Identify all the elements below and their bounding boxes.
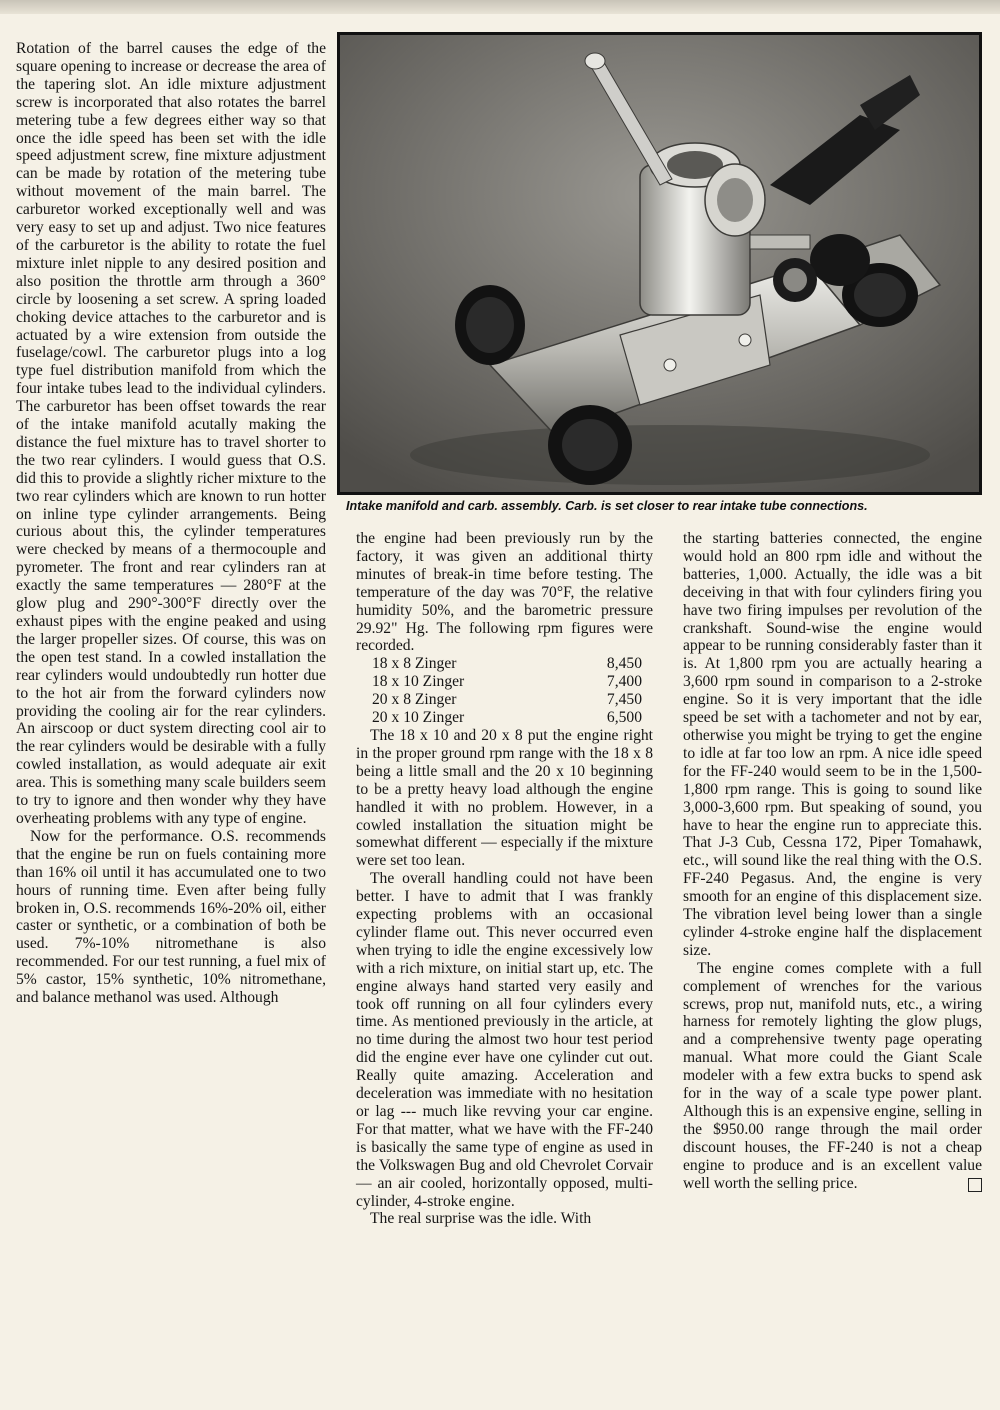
prop-size: 20 x 10 Zinger — [372, 709, 465, 727]
article-column-3 — [683, 530, 982, 1193]
end-of-article-icon — [968, 1178, 982, 1192]
paragraph: the engine had been previously run by the factory, it was given an additional thirty minutes of break-in time before testing. The temperature of the day was 70°F, the relative humidity 50%, and the barometric pressure 29.92" Hg. The following rpm figures were recorded. — [356, 530, 653, 655]
paragraph: The real surprise was the idle. With — [370, 1210, 592, 1228]
page-top-strip — [0, 0, 1000, 14]
table-row — [372, 709, 642, 727]
engine-intake-manifold-photo-icon — [340, 35, 979, 492]
article-column-2 — [356, 530, 653, 1228]
table-row — [372, 655, 642, 673]
prop-size: 18 x 10 Zinger — [372, 673, 465, 691]
paragraph: The 18 x 10 and 20 x 8 put the engine right in the proper ground rpm range with the 18 x 8 being a little small and the 20 x 10 beginning to be a pretty heavy load although the engine handled it with no problem. However, in a cowled installation the situation might be somewhat different — especially if the mixture were set too lean. — [356, 726, 653, 870]
paragraph: The overall handling could not have been better. I have to admit that I was frankly expecting problems with an occasional cylinder flame out. This never occurred even when trying to idle the engine excessively low with a rich mixture, on initial start up, etc. The engine always hand started very easily and took off running on all four cylinders every time. As mentioned previously in the article, at no time during the almost two hour test period did the engine ever have one cylinder cut out. Really quite amazing. Acceleration and deceleration was immediate with no hesitation or lag --- much like revving your car engine. For that matter, what we have with the FF-240 is basically the same type of engine as used in the Volkswagen Bug and old Chevrolet Corvair — an air cooled, horizontally opposed, multi-cylinder, 4-stroke engine. — [356, 870, 653, 1210]
prop-size: 20 x 8 Zinger — [372, 691, 457, 709]
engine-photo — [337, 32, 982, 495]
paragraph: Now for the performance. O.S. recommends that the engine be run on fuels containing more than 16% oil until it has accumulated one to two hours of running time. Even after being fully broken in, O.S. recommends 16%-20% oil, either caster or synthetic, or a combination of both be used. 7%-10% nitromethane is also recommended. For our test running, a fuel mix of 5% castor, 15% synthetic, 10% nitromethane, and balance methanol was used. Although — [16, 827, 326, 1007]
prop-size: 18 x 8 Zinger — [372, 655, 457, 673]
paragraph: the starting batteries connected, the engine would hold an 800 rpm idle and without the batteries, 1,000. Actually, the idle was a bit deceiving in that with four cylinders firing you have two firing impulses per revolution of the crankshaft. Sound-wise the engine would appear to be running considerably faster than it is. At 1,800 rpm you are actually hearing a 3,600 rpm sound in comparison to a 2-stroke engine. So it is very important that the idle speed be set with a tachometer and not by ear, otherwise you might be trying to get the engine to idle at far too low an rpm. A nice idle speed for the FF-240 would seem to be in the 1,500-1,800 rpm range. This is going to sound like 3,000-3,600 rpm. But speaking of sound, you have to hear the engine run to appreciate this. That J-3 Cub, Cessna 172, Piper Tomahawk, etc., will sound like the real thing with the O.S. FF-240 Pegasus. And, the engine is very smooth for an engine of this displacement size. The vibration level being lower than a single cylinder 4-stroke engine half the displacement size. — [683, 530, 982, 959]
paragraph — [683, 960, 982, 1193]
rpm-value: 7,400 — [606, 673, 642, 691]
table-row — [372, 673, 642, 691]
paragraph: Rotation of the barrel causes the edge of the square opening to increase or decrease the area of the tapering slot. An idle mixture adjustment screw is incorporated that also rotates the barrel metering tube a few degrees either way so that once the idle speed has been set with the idle speed adjustment screw, fine mixture adjustment can be made by rotation of the metering tube without movement of the main barrel. The carburetor worked exceptionally well and was very easy to set up and adjust. Two nice features of the carburetor is the ability to rotate the fuel mixture inlet nipple to any desired position and also position the throttle arm through a 360° circle by loosening a set screw. A spring loaded choking device attaches to the carburetor and is actuated by a wire extension from outside the fuselage/cowl. The carburetor plugs into a log type fuel distribution manifold from which the four intake tubes lead to the individual cylinders. The carburetor has been offset towards the rear of the intake manifold acutally making the distance the fuel mixture has to travel shorter to the two rear cylinders. I would guess that O.S. did this to provide a slightly richer mixture to the two rear cylinders which are known to run hotter on inline type cylinder arrangements. Being curious about this, the cylinder temperatures were checked by means of a thermocouple and pyrometer. The front and rear cylinders ran at exactly the same temperatures — 280°F at the glow plug and 290°-300°F directly over the exhaust pipes with the engine peaked and using the larger propeller sizes. Of course, this was on the open test stand. In a cowled installation the rear cylinders would undoubtedly run hotter due to the hot air from the forward cylinders now providing the cooling air for the rear cylinders. An airscoop or duct system directing cool air to the rear cylinders would be desirable with a fully cowled installation, as would adequate air exit area. This is something many scale builders seem to try to ignore and then wonder why they have overheating problems with any type of engine. — [16, 40, 326, 827]
rpm-value: 8,450 — [606, 655, 642, 673]
rpm-value: 7,450 — [606, 691, 642, 709]
rpm-table — [372, 655, 642, 727]
rpm-value: 6,500 — [606, 709, 642, 727]
paragraph-text: The engine comes complete with a full complement of wrenches for the various screws, prop nut, manifold nuts, etc., a wiring harness for remotely lighting the glow plugs, and a comprehensive twenty page operating manual. What more could the Giant Scale modeler with a few extra bucks to spend ask for in the way of a scale type power plant. Although this is an expensive engine, selling in the $950.00 range through the mail order discount houses, the FF-240 is not a cheap engine to produce and is an excellent value well worth the selling price. — [683, 959, 982, 1192]
article-column-1 — [16, 40, 326, 1007]
photo-caption: Intake manifold and carb. assembly. Carb. is set closer to rear intake tube connections. — [346, 499, 868, 513]
table-row — [372, 691, 642, 709]
